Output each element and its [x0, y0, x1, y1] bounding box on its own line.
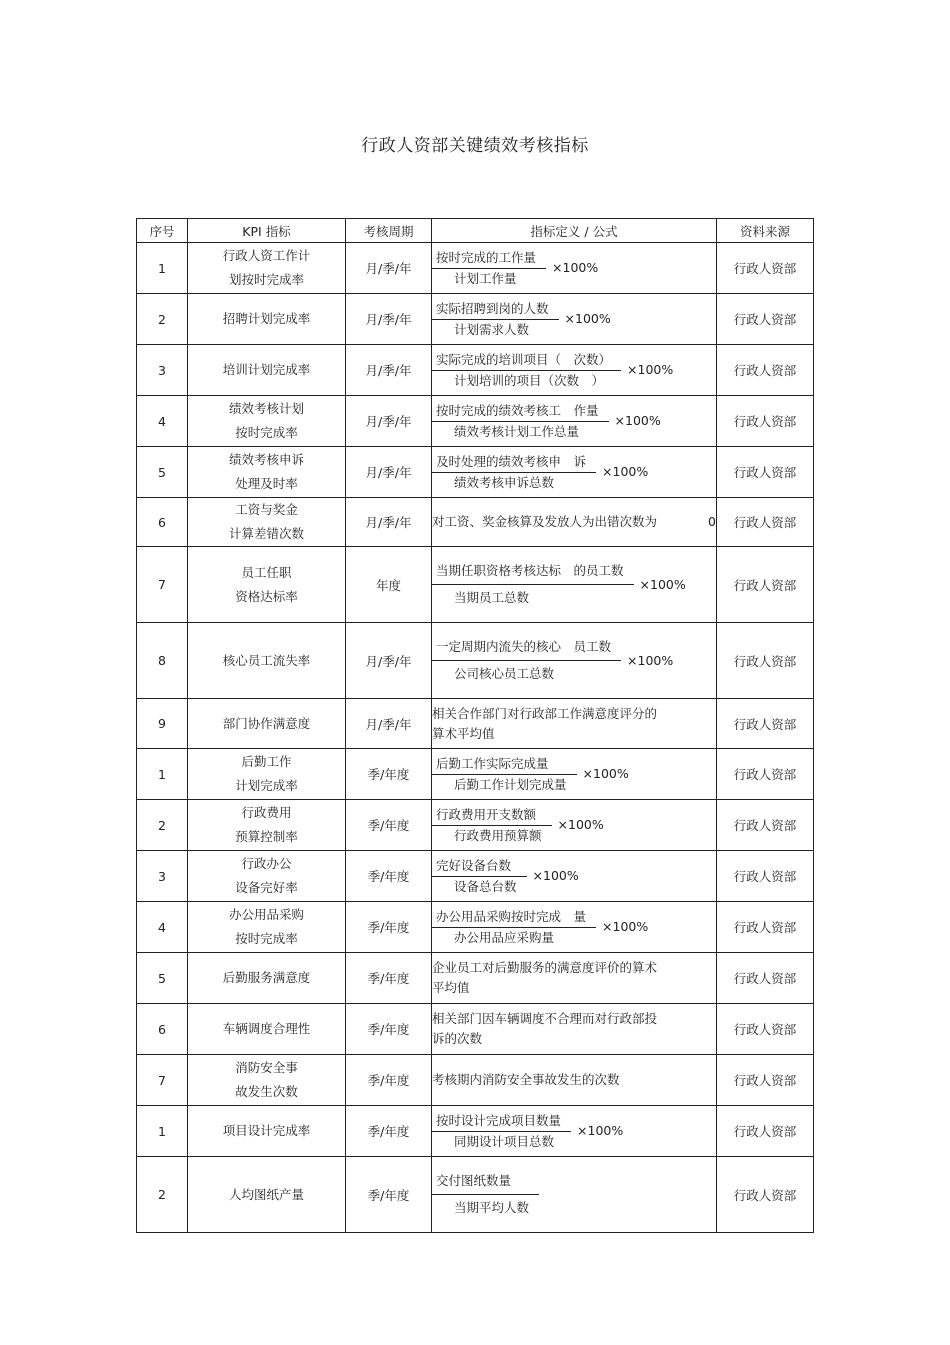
kpi-number: 9 — [137, 699, 188, 749]
kpi-name-line: 计算差错次数 — [228, 526, 304, 541]
kpi-formula — [432, 755, 716, 794]
kpi-name-line: 行政费用 — [241, 805, 292, 820]
kpi-number: 5 — [137, 447, 188, 498]
formula-numerator: 当期任职资格考核达标 的员工数 — [432, 559, 634, 585]
kpi-source: 行政人资部 — [717, 800, 814, 851]
kpi-number: 3 — [137, 345, 188, 396]
kpi-number: 1 — [137, 243, 188, 294]
kpi-name — [188, 749, 346, 800]
formula-fraction — [432, 635, 621, 686]
kpi-definition — [432, 294, 717, 345]
table-row — [137, 243, 814, 294]
kpi-name-line: 按时完成率 — [235, 931, 298, 946]
header-kpi: KPI 指标 — [188, 219, 346, 243]
table-row — [137, 623, 814, 699]
kpi-number: 7 — [137, 1055, 188, 1106]
table-row — [137, 902, 814, 953]
formula-denominator: 计划工作量 — [454, 270, 517, 286]
kpi-definition — [432, 1055, 717, 1106]
formula-denominator: 行政费用预算额 — [454, 827, 542, 843]
formula-numerator: 实际招聘到岗的人数 — [432, 300, 559, 320]
kpi-period: 月/季/年 — [346, 447, 432, 498]
kpi-formula — [432, 857, 716, 896]
formula-denominator: 后勤工作计划完成量 — [454, 776, 567, 792]
kpi-period: 月/季/年 — [346, 243, 432, 294]
formula-denominator: 绩效考核计划工作总量 — [454, 423, 580, 439]
kpi-formula — [432, 635, 716, 686]
formula-multiplier: ×100% — [639, 576, 686, 592]
kpi-number: 6 — [137, 1004, 188, 1055]
kpi-period: 季/年度 — [346, 749, 432, 800]
formula-numerator: 办公用品采购按时完成 量 — [432, 908, 596, 928]
kpi-name-line: 预算控制率 — [235, 829, 298, 844]
kpi-definition-text — [432, 512, 716, 532]
formula-numerator: 一定周期内流失的核心 员工数 — [432, 635, 621, 661]
kpi-name-line: 培训计划完成率 — [222, 362, 311, 377]
formula-denominator: 计划培训的项目（次数 ） — [454, 372, 605, 388]
formula-denominator: 计划需求人数 — [454, 321, 530, 337]
formula-numerator: 按时完成的工作量 — [432, 249, 546, 269]
kpi-name — [188, 243, 346, 294]
formula-fraction — [432, 908, 596, 947]
formula-denominator: 当期平均人数 — [454, 1200, 530, 1215]
kpi-source: 行政人资部 — [717, 447, 814, 498]
kpi-name-line: 项目设计完成率 — [222, 1123, 311, 1138]
table-row — [137, 749, 814, 800]
formula-numerator: 实际完成的培训项目（ 次数） — [432, 351, 621, 371]
page-title: 行政人资部关键绩效考核指标 — [361, 136, 589, 156]
formula-multiplier: ×100% — [532, 868, 579, 883]
kpi-name-line: 核心员工流失率 — [222, 652, 311, 668]
table-row — [137, 294, 814, 345]
kpi-name — [188, 547, 346, 623]
kpi-name-line: 设备完好率 — [235, 880, 298, 895]
kpi-number: 4 — [137, 396, 188, 447]
table-row — [137, 447, 814, 498]
formula-denominator: 当期员工总数 — [454, 590, 530, 605]
kpi-name-line: 按时完成率 — [235, 425, 298, 440]
kpi-source: 行政人资部 — [717, 243, 814, 294]
kpi-definition — [432, 447, 717, 498]
kpi-number: 6 — [137, 498, 188, 547]
table-row — [137, 953, 814, 1004]
kpi-formula — [432, 402, 716, 441]
kpi-name — [188, 498, 346, 547]
kpi-source: 行政人资部 — [717, 1157, 814, 1233]
kpi-formula — [432, 249, 716, 288]
formula-numerator: 按时完成的绩效考核工 作量 — [432, 402, 609, 422]
formula-denominator: 同期设计项目总数 — [454, 1133, 555, 1149]
kpi-period: 季/年度 — [346, 1004, 432, 1055]
kpi-source: 行政人资部 — [717, 953, 814, 1004]
formula-denominator: 办公用品应采购量 — [454, 929, 555, 945]
formula-denominator: 绩效考核申诉总数 — [454, 474, 555, 490]
kpi-definition — [432, 396, 717, 447]
kpi-source: 行政人资部 — [717, 1055, 814, 1106]
kpi-source: 行政人资部 — [717, 1106, 814, 1157]
formula-multiplier: ×100% — [614, 413, 661, 428]
table-row — [137, 498, 814, 547]
kpi-definition — [432, 851, 717, 902]
kpi-period: 月/季/年 — [346, 294, 432, 345]
formula-numerator: 完好设备台数 — [432, 857, 527, 877]
kpi-number: 4 — [137, 902, 188, 953]
formula-fraction — [432, 1112, 571, 1151]
formula-numerator: 按时设计完成项目数量 — [432, 1112, 571, 1132]
table-row — [137, 851, 814, 902]
definition-line: 企业员工对后勤服务的满意度评价的算术 — [432, 960, 658, 975]
kpi-name — [188, 699, 346, 749]
kpi-name — [188, 851, 346, 902]
formula-fraction — [432, 755, 577, 794]
table-row — [137, 396, 814, 447]
kpi-source: 行政人资部 — [717, 699, 814, 749]
kpi-source: 行政人资部 — [717, 623, 814, 699]
definition-line: 诉的次数 — [432, 1031, 483, 1046]
formula-multiplier: ×100% — [557, 817, 604, 832]
kpi-definition — [432, 953, 717, 1004]
kpi-source: 行政人资部 — [717, 396, 814, 447]
kpi-name-line: 工资与奖金 — [235, 502, 298, 517]
kpi-definition — [432, 749, 717, 800]
table-row — [137, 1106, 814, 1157]
kpi-period: 季/年度 — [346, 1106, 432, 1157]
kpi-period: 季/年度 — [346, 800, 432, 851]
kpi-name-line: 绩效考核计划 — [228, 401, 304, 416]
formula-multiplier: ×100% — [577, 1123, 624, 1138]
formula-fraction — [432, 249, 546, 288]
kpi-formula — [432, 453, 716, 492]
kpi-name — [188, 800, 346, 851]
kpi-number: 7 — [137, 547, 188, 623]
kpi-formula — [432, 300, 716, 339]
table-row — [137, 1157, 814, 1233]
kpi-name-line: 绩效考核申诉 — [228, 452, 304, 467]
kpi-source: 行政人资部 — [717, 498, 814, 547]
formula-denominator: 设备总台数 — [454, 878, 517, 894]
formula-numerator: 后勤工作实际完成量 — [432, 755, 577, 775]
kpi-period: 年度 — [346, 547, 432, 623]
table-row — [137, 1004, 814, 1055]
kpi-name — [188, 953, 346, 1004]
formula-multiplier: ×100% — [627, 652, 674, 668]
kpi-definition — [432, 345, 717, 396]
header-definition: 指标定义 / 公式 — [432, 219, 717, 243]
kpi-number: 8 — [137, 623, 188, 699]
table-row — [137, 699, 814, 749]
kpi-number: 5 — [137, 953, 188, 1004]
kpi-name-line: 划按时完成率 — [228, 272, 304, 287]
kpi-name-line: 车辆调度合理性 — [222, 1021, 311, 1036]
kpi-period: 季/年度 — [346, 851, 432, 902]
kpi-formula — [432, 1169, 716, 1220]
kpi-definition — [432, 1106, 717, 1157]
kpi-name — [188, 294, 346, 345]
definition-line: 平均值 — [432, 980, 470, 995]
header-period: 考核周期 — [346, 219, 432, 243]
kpi-definition — [432, 1157, 717, 1233]
kpi-number: 1 — [137, 749, 188, 800]
formula-fraction — [432, 453, 596, 492]
kpi-source: 行政人资部 — [717, 1004, 814, 1055]
kpi-period: 季/年度 — [346, 953, 432, 1004]
kpi-name-line: 资格达标率 — [235, 588, 298, 604]
kpi-name — [188, 1106, 346, 1157]
formula-fraction — [432, 300, 559, 339]
kpi-name-line: 行政人资工作计 — [222, 248, 311, 263]
kpi-formula — [432, 559, 716, 610]
table-row — [137, 547, 814, 623]
definition-line: 考核期内消防安全事故发生的次数 — [432, 1072, 620, 1087]
definition-line: 算术平均值 — [432, 725, 495, 741]
kpi-name — [188, 623, 346, 699]
kpi-number: 3 — [137, 851, 188, 902]
formula-multiplier: ×100% — [602, 464, 649, 479]
kpi-name — [188, 1004, 346, 1055]
kpi-formula — [432, 1112, 716, 1151]
kpi-formula — [432, 351, 716, 390]
kpi-name-line: 人均图纸产量 — [228, 1186, 304, 1202]
kpi-number: 2 — [137, 800, 188, 851]
table-row — [137, 345, 814, 396]
table-row — [137, 800, 814, 851]
kpi-name — [188, 1157, 346, 1233]
kpi-table — [136, 218, 814, 1233]
kpi-period: 月/季/年 — [346, 699, 432, 749]
kpi-number: 2 — [137, 294, 188, 345]
definition-line: 相关合作部门对行政部工作满意度评分的 — [432, 705, 658, 721]
formula-numerator: 及时处理的绩效考核申 诉 — [432, 453, 596, 473]
kpi-name-line: 办公用品采购 — [228, 907, 304, 922]
formula-fraction — [432, 402, 609, 441]
kpi-period: 季/年度 — [346, 902, 432, 953]
formula-fraction — [432, 351, 621, 390]
formula-numerator: 行政费用开支数额 — [432, 806, 552, 826]
formula-fraction — [432, 1169, 539, 1220]
kpi-name — [188, 902, 346, 953]
kpi-source: 行政人资部 — [717, 345, 814, 396]
kpi-period: 月/季/年 — [346, 345, 432, 396]
definition-line: 相关部门因车辆调度不合理而对行政部投 — [432, 1011, 658, 1026]
header-source: 资料来源 — [717, 219, 814, 243]
kpi-number: 2 — [137, 1157, 188, 1233]
kpi-definition — [432, 902, 717, 953]
formula-multiplier: ×100% — [552, 260, 599, 275]
kpi-name-line: 部门协作满意度 — [222, 715, 311, 731]
kpi-name — [188, 1055, 346, 1106]
formula-fraction — [432, 806, 552, 845]
kpi-period: 季/年度 — [346, 1157, 432, 1233]
definition-value: 0 — [708, 514, 716, 529]
kpi-source: 行政人资部 — [717, 749, 814, 800]
kpi-definition — [432, 243, 717, 294]
kpi-name — [188, 396, 346, 447]
kpi-formula — [432, 806, 716, 845]
kpi-definition — [432, 547, 717, 623]
kpi-definition — [432, 498, 717, 547]
kpi-name-line: 行政办公 — [241, 856, 292, 871]
kpi-period: 季/年度 — [346, 1055, 432, 1106]
formula-fraction — [432, 857, 527, 896]
table-body — [137, 243, 814, 1233]
table-row — [137, 1055, 814, 1106]
formula-multiplier: ×100% — [627, 362, 674, 377]
kpi-formula — [432, 908, 716, 947]
kpi-source: 行政人资部 — [717, 851, 814, 902]
kpi-source: 行政人资部 — [717, 547, 814, 623]
kpi-name-line: 后勤工作 — [241, 754, 292, 769]
kpi-number: 1 — [137, 1106, 188, 1157]
kpi-source: 行政人资部 — [717, 902, 814, 953]
kpi-name-line: 计划完成率 — [235, 778, 298, 793]
kpi-source: 行政人资部 — [717, 294, 814, 345]
kpi-definition — [432, 623, 717, 699]
kpi-name-line: 消防安全事 — [235, 1060, 298, 1075]
kpi-name-line: 招聘计划完成率 — [222, 311, 311, 326]
kpi-period: 月/季/年 — [346, 623, 432, 699]
kpi-period: 月/季/年 — [346, 396, 432, 447]
kpi-name-line: 处理及时率 — [235, 476, 298, 491]
kpi-definition — [432, 1004, 717, 1055]
table-header-row — [137, 219, 814, 243]
kpi-definition — [432, 800, 717, 851]
kpi-name — [188, 447, 346, 498]
formula-multiplier: ×100% — [582, 766, 629, 781]
kpi-name — [188, 345, 346, 396]
kpi-definition — [432, 699, 717, 749]
kpi-name-line: 员工任职 — [241, 564, 292, 580]
definition-text: 对工资、奖金核算及发放人为出错次数为 — [432, 514, 658, 529]
formula-denominator: 公司核心员工总数 — [454, 666, 555, 681]
kpi-period: 月/季/年 — [346, 498, 432, 547]
kpi-name-line: 后勤服务满意度 — [222, 970, 311, 985]
header-no: 序号 — [137, 219, 188, 243]
kpi-name-line: 故发生次数 — [235, 1084, 298, 1099]
formula-multiplier: ×100% — [602, 919, 649, 934]
formula-numerator: 交付图纸数量 — [432, 1169, 539, 1195]
formula-fraction — [432, 559, 634, 610]
formula-multiplier: ×100% — [564, 311, 611, 326]
